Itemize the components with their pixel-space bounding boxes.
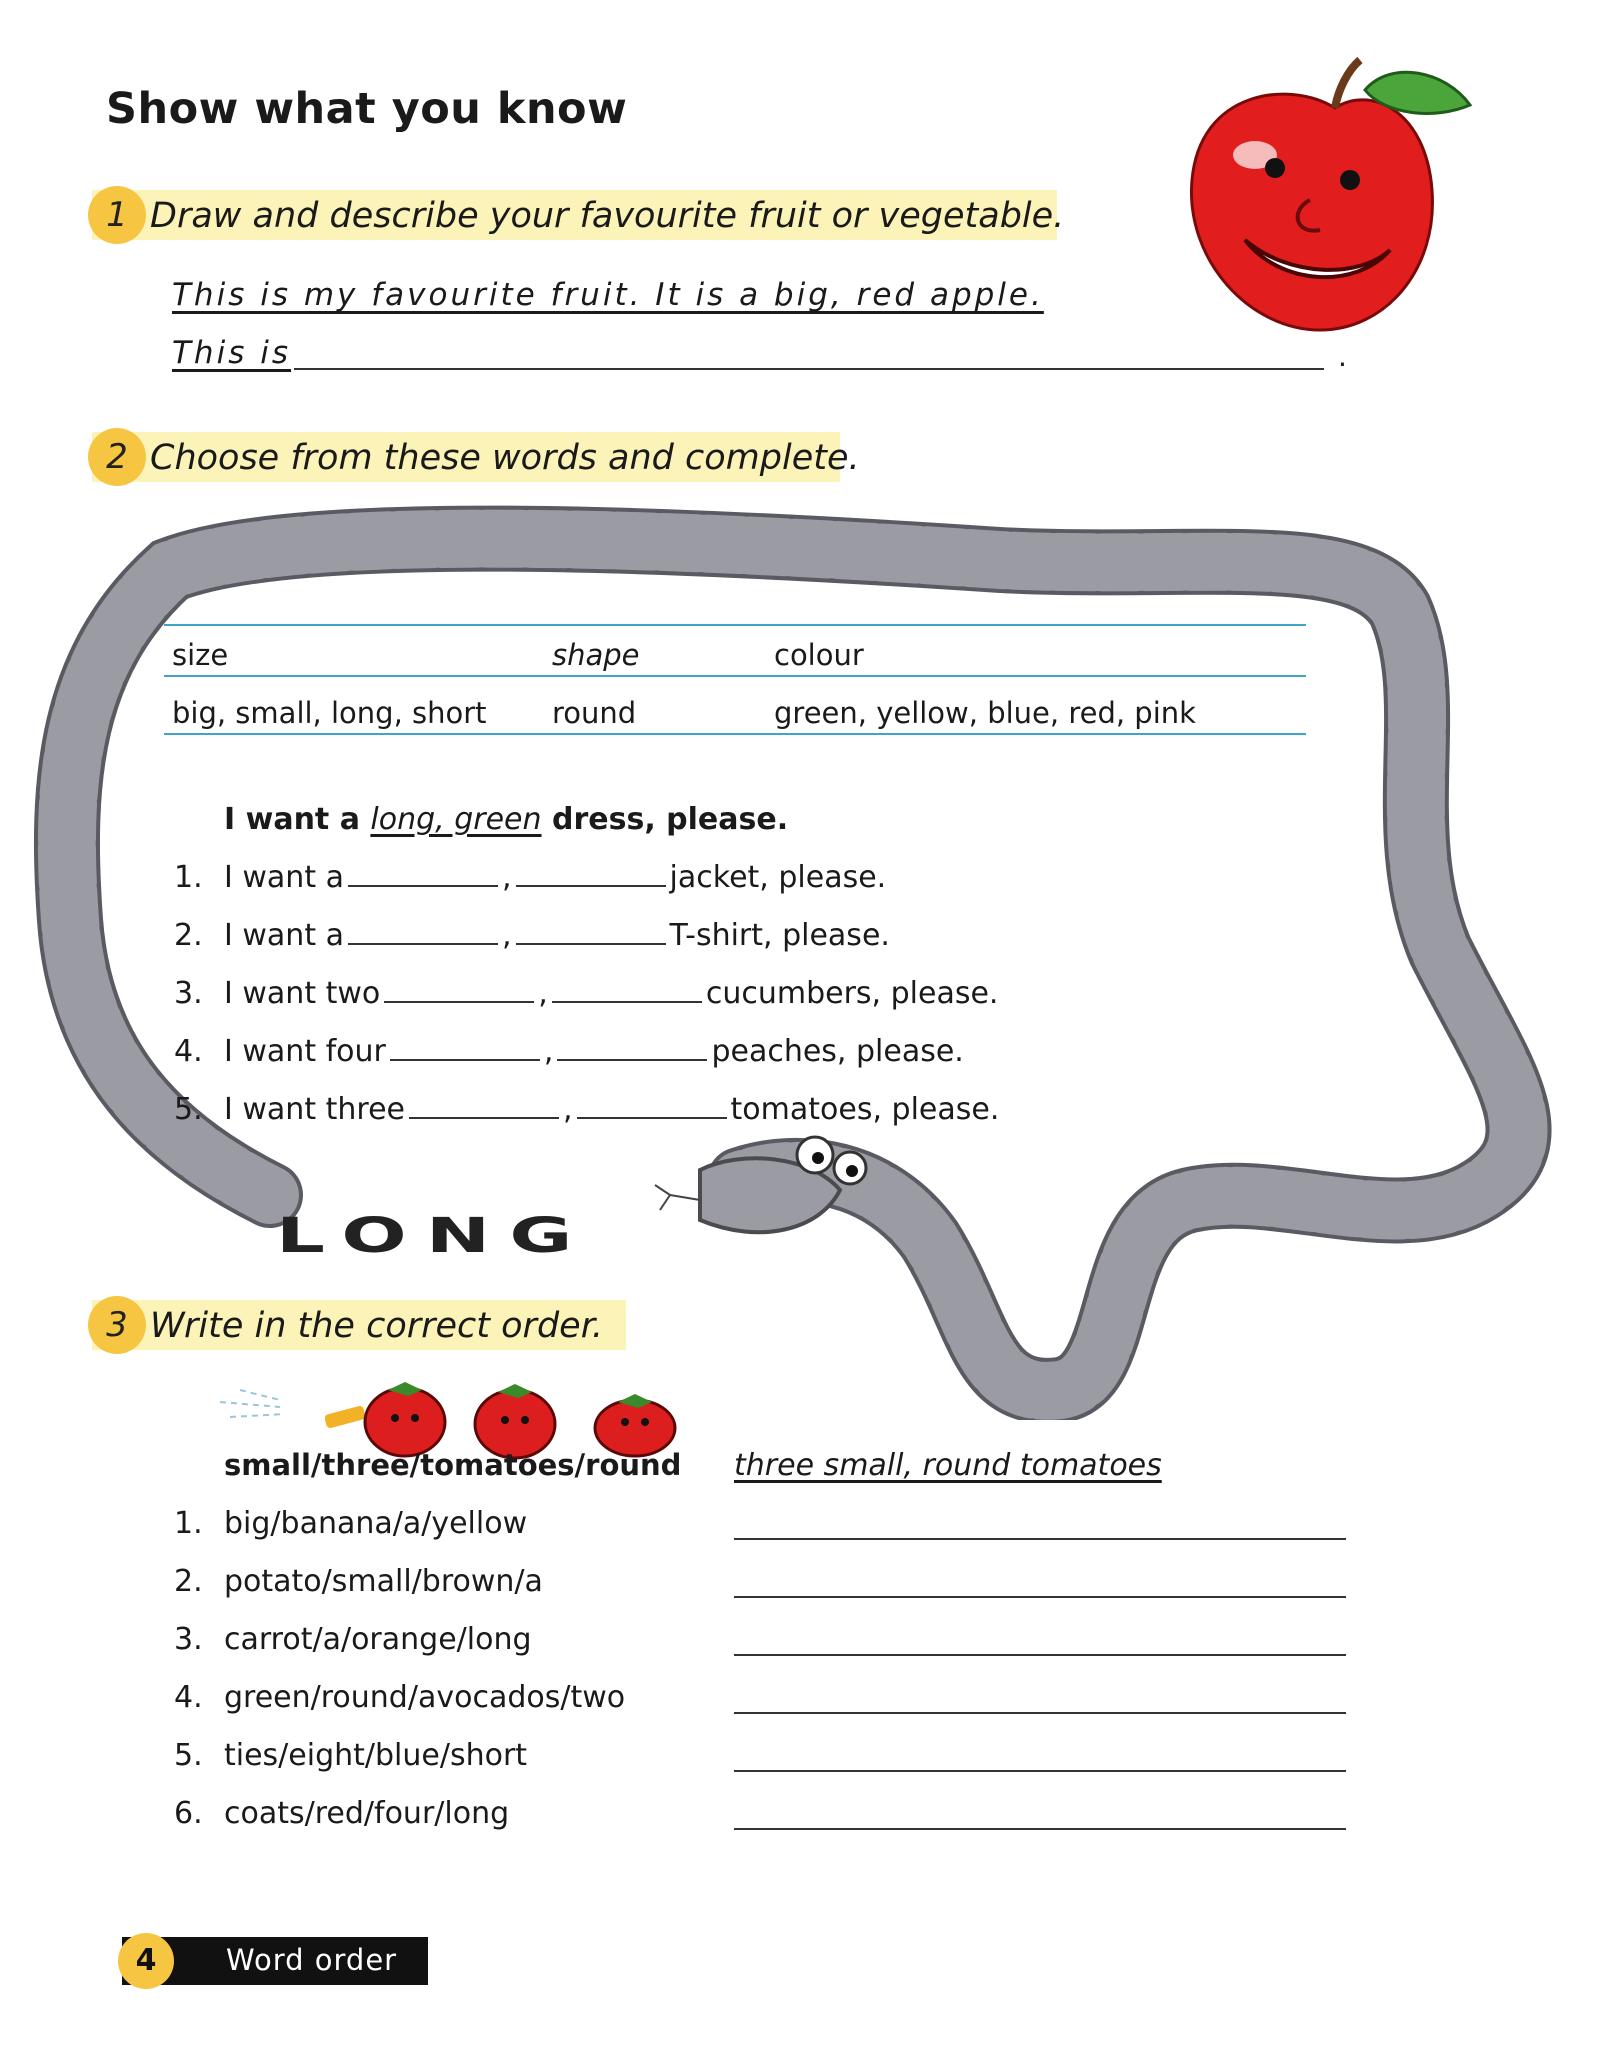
item-number: 4. <box>174 1034 203 1069</box>
example-words: small/three/tomatoes/round <box>224 1448 682 1482</box>
footer-label: Word order <box>226 1943 398 1977</box>
section-1-heading <box>92 190 1065 240</box>
word-box-header-shape: shape <box>552 638 640 672</box>
section-number: 1 <box>88 186 146 244</box>
item-number: 2. <box>174 1564 203 1599</box>
item-words: big/banana/a/yellow <box>224 1506 528 1541</box>
blank-2[interactable] <box>577 1095 727 1119</box>
item-number: 3. <box>174 976 203 1011</box>
blank-1[interactable] <box>390 1037 540 1061</box>
item-after: jacket, please. <box>669 860 887 895</box>
section-instruction: Choose from these words and complete. <box>150 438 860 478</box>
blank-1[interactable] <box>348 921 498 945</box>
item-number: 1. <box>174 1506 203 1541</box>
blank-1[interactable] <box>384 979 534 1003</box>
word-box-value-size: big, small, long, short <box>172 696 487 730</box>
table-rule-top <box>164 624 1306 626</box>
blank-1[interactable] <box>409 1095 559 1119</box>
example-sentence <box>224 802 788 837</box>
item-before: I want three <box>224 1092 405 1127</box>
list-item <box>174 1796 509 1831</box>
item-after: cucumbers, please. <box>705 976 999 1011</box>
item-words: green/round/avocados/two <box>224 1680 626 1715</box>
item-words: potato/small/brown/a <box>224 1564 543 1599</box>
answer-line[interactable] <box>734 1538 1346 1540</box>
item-number: 5. <box>174 1738 203 1773</box>
answer-line[interactable] <box>734 1828 1346 1830</box>
prompt-end: . <box>1338 340 1347 373</box>
section-instruction: Draw and describe your favourite fruit or vegetable. <box>150 196 1065 236</box>
item-words: coats/red/four/long <box>224 1796 510 1831</box>
snake-word-long: LONG <box>276 1208 592 1264</box>
section-2-heading <box>92 432 860 482</box>
blank-1[interactable] <box>348 863 498 887</box>
blank-2[interactable] <box>557 1037 707 1061</box>
word-box-header-size: size <box>172 638 229 672</box>
item-before: I want two <box>224 976 381 1011</box>
comma: , <box>502 918 512 953</box>
list-item <box>174 1564 543 1599</box>
blank-2[interactable] <box>552 979 702 1003</box>
comma: , <box>562 1092 573 1127</box>
word-box-value-colour: green, yellow, blue, red, pink <box>774 696 1196 730</box>
section-number: 3 <box>88 1296 146 1354</box>
answer-line[interactable] <box>294 368 1324 370</box>
example-answer: long, green <box>370 802 542 837</box>
list-item <box>174 976 998 1011</box>
list-item <box>174 1506 527 1541</box>
item-number: 6. <box>174 1796 203 1831</box>
page-footer <box>122 1937 428 1985</box>
item-after: peaches, please. <box>711 1034 964 1069</box>
answer-line[interactable] <box>734 1596 1346 1598</box>
blank-2[interactable] <box>516 921 666 945</box>
item-before: I want four <box>224 1034 386 1069</box>
list-item <box>174 1680 625 1715</box>
list-item <box>174 918 890 953</box>
table-rule-bottom <box>164 733 1306 735</box>
tomatoes-illustration <box>210 1362 700 1462</box>
item-number: 5. <box>174 1092 203 1127</box>
prompt-start: This is <box>172 335 291 371</box>
item-words: ties/eight/blue/short <box>224 1738 528 1773</box>
word-box-value-shape: round <box>552 696 637 730</box>
blank-2[interactable] <box>516 863 666 887</box>
apple-illustration <box>1170 50 1490 340</box>
example-before: I want a <box>224 802 360 837</box>
comma: , <box>543 1034 554 1069</box>
example-answer: three small, round tomatoes <box>734 1448 1162 1483</box>
item-before: I want a <box>224 918 344 953</box>
item-words: carrot/a/orange/long <box>224 1622 532 1657</box>
item-number: 1. <box>174 860 203 895</box>
list-item <box>174 1034 964 1069</box>
table-rule-middle <box>164 675 1306 677</box>
comma: , <box>538 976 548 1011</box>
list-item <box>174 1092 999 1127</box>
item-number: 4. <box>174 1680 203 1715</box>
section-3-heading <box>92 1300 626 1350</box>
section-instruction: Write in the correct order. <box>150 1306 604 1346</box>
example-sentence: This is my favourite fruit. It is a big, red apple. <box>172 277 1044 313</box>
list-item <box>174 1738 527 1773</box>
page-number: 4 <box>118 1933 174 1989</box>
item-after: tomatoes, please. <box>730 1092 1000 1127</box>
answer-line[interactable] <box>734 1712 1346 1714</box>
word-box-header-colour: colour <box>774 638 864 672</box>
comma: , <box>502 860 512 895</box>
item-before: I want a <box>224 860 344 895</box>
list-item <box>174 1622 532 1657</box>
page-title: Show what you know <box>106 84 628 134</box>
answer-line[interactable] <box>734 1770 1346 1772</box>
item-number: 3. <box>174 1622 203 1657</box>
list-item <box>174 860 886 895</box>
section-number: 2 <box>88 428 146 486</box>
answer-line[interactable] <box>734 1654 1346 1656</box>
item-number: 2. <box>174 918 203 953</box>
example-after: dress, please. <box>551 802 789 837</box>
item-after: T-shirt, please. <box>669 918 890 953</box>
